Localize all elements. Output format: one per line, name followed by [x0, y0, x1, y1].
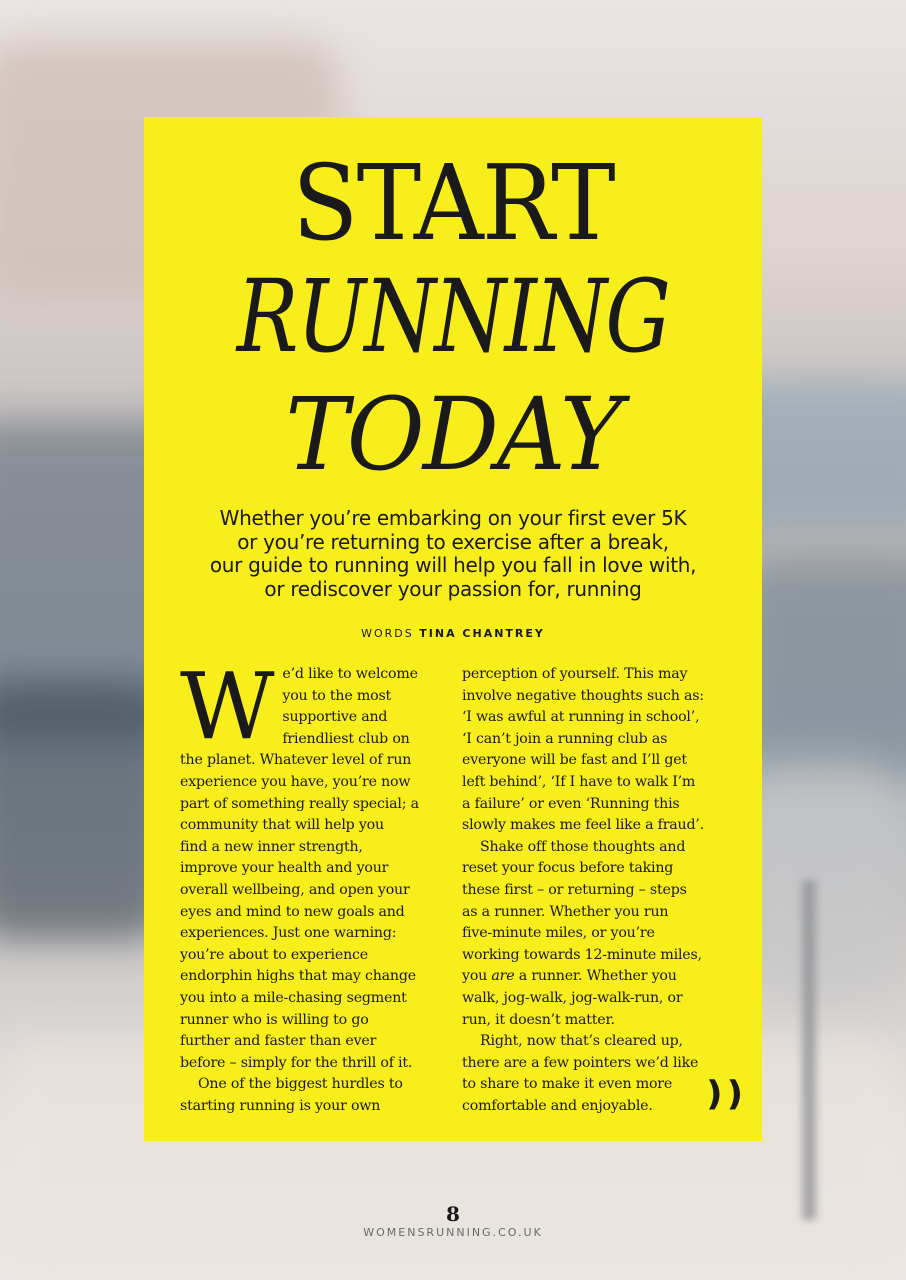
body-line: overall wellbeing, and open your — [180, 881, 410, 898]
body-line: part of something really special; a — [180, 795, 419, 812]
body-line: further and faster than ever — [180, 1033, 377, 1050]
body-line: endorphin highs that may change — [180, 968, 416, 985]
headline-line-3: TODAY — [285, 376, 621, 493]
body-line: you to the most — [282, 687, 392, 704]
body-line: five-minute miles, or you’re — [462, 925, 655, 942]
standfirst-line: or you’re returning to exercise after a break, — [237, 529, 669, 554]
headline-line-1: START — [292, 142, 614, 264]
body-line: experience you have, you’re now — [180, 773, 411, 790]
body-line: there are a few pointers we’d like — [462, 1054, 699, 1071]
body-line: run, it doesn’t matter. — [462, 1011, 615, 1028]
body-line: you’re about to experience — [180, 946, 368, 963]
body-line: to share to make it even more — [462, 1076, 673, 1093]
byline-author: TINA CHANTREY — [419, 627, 545, 640]
standfirst-line: Whether you’re embarking on your first ever 5K — [219, 506, 687, 530]
page-number: 8 — [446, 1202, 460, 1226]
byline — [144, 627, 762, 640]
standfirst-line: our guide to running will help you fall in love with, — [209, 553, 697, 578]
body-line: as a runner. Whether you run — [462, 903, 669, 920]
body-line: you into a mile-chasing segment — [180, 989, 407, 1006]
body-line: comfortable and enjoyable. — [462, 1097, 653, 1114]
body-line: One of the biggest hurdles to — [198, 1076, 403, 1093]
bg-blur-right-light — [746, 760, 896, 1000]
body-line: everyone will be fast and I’ll get — [462, 752, 687, 769]
body-line: community that will help you — [180, 817, 384, 834]
body-line: experiences. Just one warning: — [180, 925, 397, 942]
body-line: reset your focus before taking — [462, 860, 674, 877]
headline-line-2: RUNNING — [236, 258, 670, 375]
body-line: these first – or returning – steps — [462, 881, 687, 898]
body-line: starting running is your own — [180, 1097, 381, 1114]
body-line: improve your health and your — [180, 860, 389, 877]
body-line: working towards 12-minute miles, — [462, 946, 702, 963]
continue-arrows-icon: ❫❫ — [700, 1074, 741, 1114]
body-line: Right, now that’s cleared up, — [480, 1033, 683, 1050]
body-line: ‘I was awful at running in school’, — [462, 709, 700, 726]
byline-label: WORDS — [361, 627, 414, 640]
bg-blur-pole — [802, 880, 816, 1220]
body-line: slowly makes me feel like a fraud’. — [462, 817, 704, 834]
article-panel — [144, 117, 762, 1141]
body-line: find a new inner strength, — [180, 838, 363, 855]
body-line: ‘I can’t join a running club as — [462, 730, 668, 747]
body-line: you are a runner. Whether you — [462, 968, 677, 985]
body-line: walk, jog-walk, jog-walk-run, or — [462, 989, 683, 1006]
body-line: Shake off those thoughts and — [480, 838, 686, 855]
article-column-1 — [180, 653, 454, 1117]
body-line: perception of yourself. This may — [462, 666, 688, 682]
body-line: e’d like to welcome — [282, 666, 418, 682]
body-line: eyes and mind to new goals and — [180, 903, 405, 920]
drop-cap: W — [180, 653, 275, 760]
body-line: runner who is willing to go — [180, 1011, 369, 1028]
website-url: WOMENSRUNNING.CO.UK — [363, 1226, 543, 1239]
standfirst — [164, 507, 742, 601]
body-line: left behind’, ‘If I have to walk I’m — [462, 773, 696, 790]
body-line: friendliest club on — [282, 730, 410, 747]
standfirst-line: or rediscover your passion for, running — [264, 576, 642, 601]
article-column-2 — [462, 664, 736, 1117]
body-line: involve negative thoughts such as: — [462, 687, 704, 704]
body-line: a failure’ or even ‘Running this — [462, 795, 680, 812]
body-line: before – simply for the thrill of it. — [180, 1054, 413, 1071]
body-line: supportive and — [282, 709, 388, 726]
body-line: the planet. Whatever level of run — [180, 752, 412, 769]
